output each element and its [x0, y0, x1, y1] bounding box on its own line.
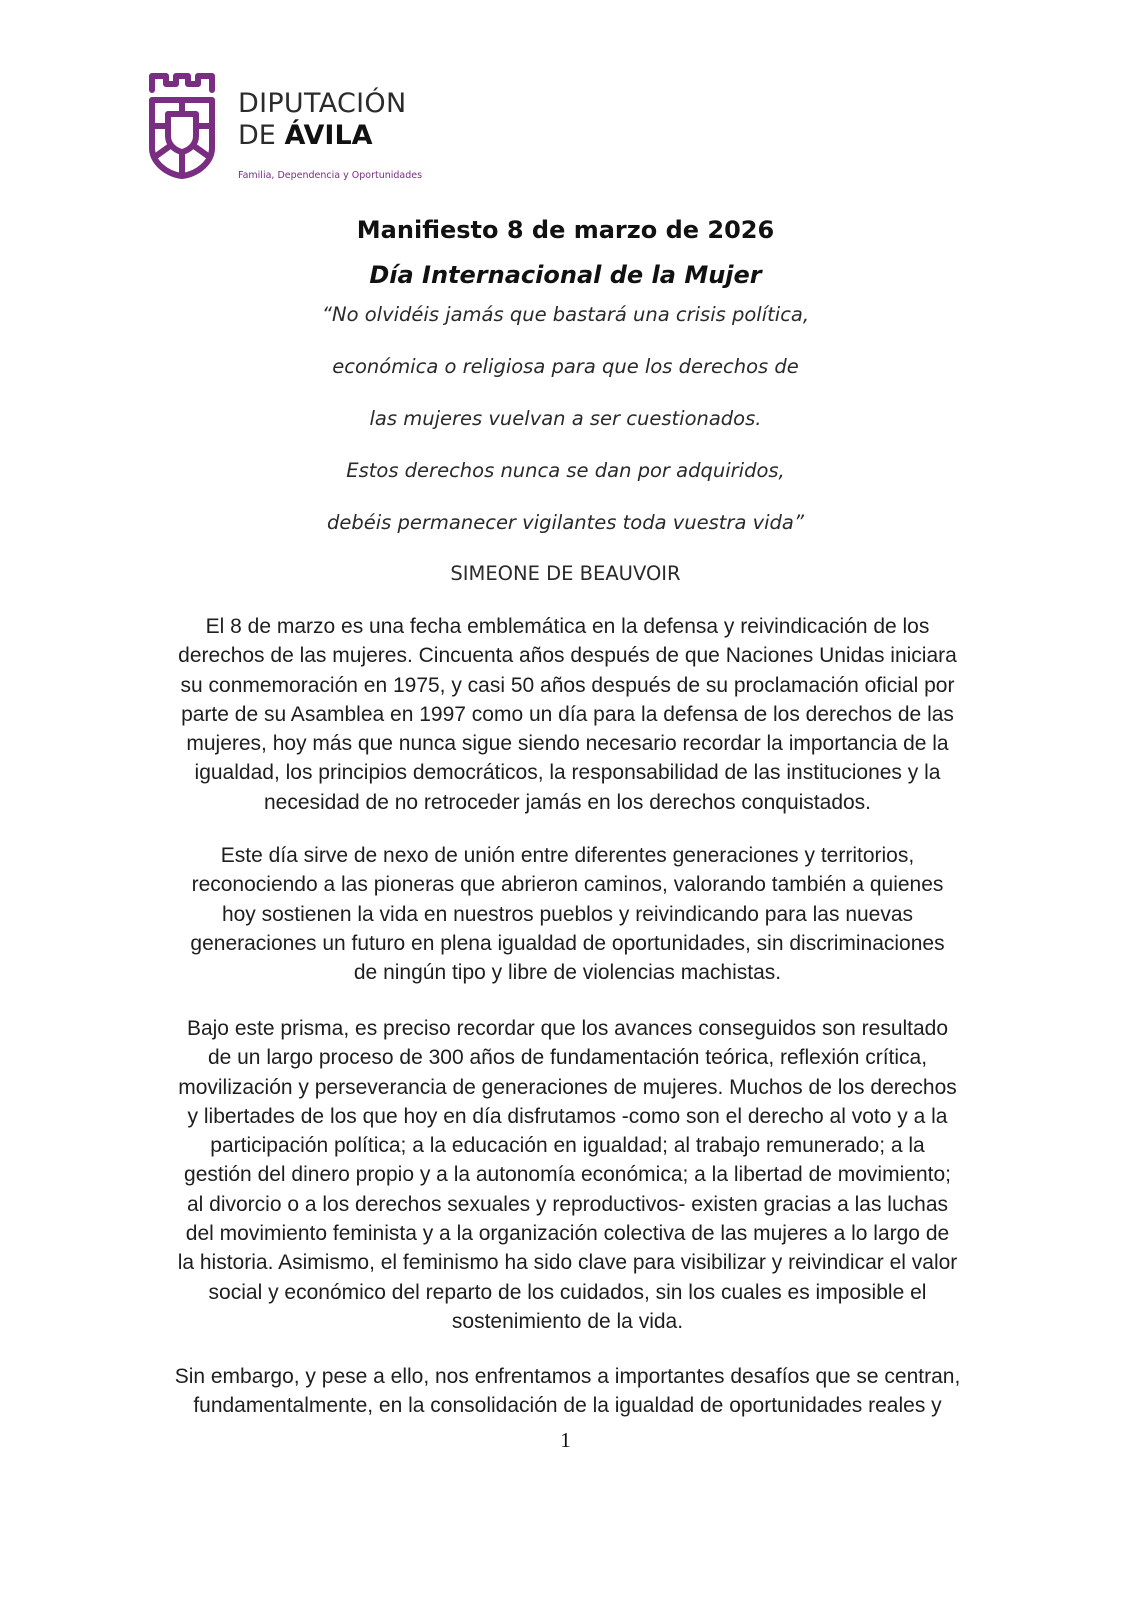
- paragraph-line: El 8 de marzo es una fecha emblemática en la defensa y reivindicación de los: [205, 615, 930, 638]
- paragraph-line: parte de su Asamblea en 1997 como un día para la defensa de los derechos de las: [181, 702, 954, 726]
- quote-line: económica o religiosa para que los derechos de: [332, 355, 799, 378]
- paragraph-line: de ningún tipo y libre de violencias machistas.: [353, 961, 782, 985]
- paragraph-line: Bajo este prisma, es preciso recordar que los avances conseguidos son resultado: [186, 1017, 949, 1040]
- paragraph-line: generaciones un futuro en plena igualdad de oportunidades, sin discriminaciones: [190, 931, 945, 955]
- quote-line: las mujeres vuelvan a ser cuestionados.: [369, 407, 762, 430]
- department-tagline: Familia, Dependencia y Oportunidades: [238, 170, 423, 181]
- paragraph-1: [140, 612, 995, 817]
- header-logo: [146, 70, 436, 185]
- paragraph-line: social y económico del reparto de los cuidados, sin los cuales es imposible el: [208, 1280, 927, 1304]
- castle-shield-crest-icon: [146, 70, 218, 180]
- paragraph-line: necesidad de no retroceder jamás en los derechos conquistados.: [263, 790, 872, 814]
- paragraph-line: al divorcio o a los derechos sexuales y reproductivos- existen gracias a las luchas: [186, 1192, 949, 1216]
- org-name-bold: ÁVILA: [284, 120, 373, 151]
- org-name-prefix: DE: [238, 120, 285, 151]
- paragraph-line: reconociendo a las pioneras que abrieron caminos, valorando también a quienes: [191, 873, 944, 897]
- paragraph-line: de un largo proceso de 300 años de fundamentación teórica, reflexión crítica,: [207, 1046, 928, 1070]
- quote-line: Estos derechos nunca se dan por adquiridos,: [346, 459, 785, 482]
- paragraph-line: hoy sostienen la vida en nuestros pueblos y reivindicando para las nuevas: [221, 902, 914, 926]
- paragraph-3: [140, 1014, 995, 1336]
- org-name-line1: DIPUTACIÓN: [238, 88, 407, 119]
- quote-line: debéis permanecer vigilantes toda vuestra vida”: [327, 511, 804, 534]
- paragraph-line: la historia. Asimismo, el feminismo ha sido clave para visibilizar y reivindicar el valor: [177, 1251, 958, 1275]
- paragraph-line: derechos de las mujeres. Cincuenta años después de que Naciones Unidas iniciara: [178, 644, 957, 668]
- paragraph-line: movilización y perseverancia de generaciones de mujeres. Muchos de los derechos: [178, 1075, 957, 1099]
- paragraph-line: participación política; a la educación en igualdad; al trabajo remunerado; a la: [210, 1134, 925, 1158]
- paragraph-line: del movimiento feminista y a la organización colectiva de las mujeres a lo largo de: [185, 1222, 950, 1246]
- document-title: Manifiesto 8 de marzo de 2026: [356, 216, 775, 244]
- paragraph-line: mujeres, hoy más que nunca sigue siendo necesario recordar la importancia de la: [186, 732, 949, 756]
- page-number: 1: [560, 1428, 571, 1452]
- paragraph-4: [140, 1362, 995, 1421]
- quote-author: SIMEONE DE BEAUVOIR: [450, 562, 681, 585]
- paragraph-line: su conmemoración en 1975, y casi 50 años después de su proclamación oficial por: [180, 673, 955, 697]
- org-name-line2: [238, 120, 373, 151]
- quote-line: “No olvidéis jamás que bastará una crisis política,: [321, 303, 810, 326]
- paragraph-2: [140, 841, 995, 987]
- paragraph-line: fundamentalmente, en la consolidación de la igualdad de oportunidades reales y: [193, 1394, 942, 1418]
- paragraph-line: igualdad, los principios democráticos, la responsabilidad de las instituciones y la: [194, 761, 941, 785]
- document-subtitle: Día Internacional de la Mujer: [369, 261, 762, 289]
- paragraph-line: sostenimiento de la vida.: [451, 1309, 684, 1333]
- paragraph-line: gestión del dinero propio y a la autonomía económica; a la libertad de movimiento;: [184, 1163, 951, 1187]
- paragraph-line: y libertades de los que hoy en día disfrutamos -como son el derecho al voto y a la: [187, 1104, 948, 1128]
- paragraph-line: Este día sirve de nexo de unión entre diferentes generaciones y territorios,: [220, 844, 915, 867]
- paragraph-line: Sin embargo, y pese a ello, nos enfrentamos a importantes desafíos que se centran,: [174, 1365, 961, 1388]
